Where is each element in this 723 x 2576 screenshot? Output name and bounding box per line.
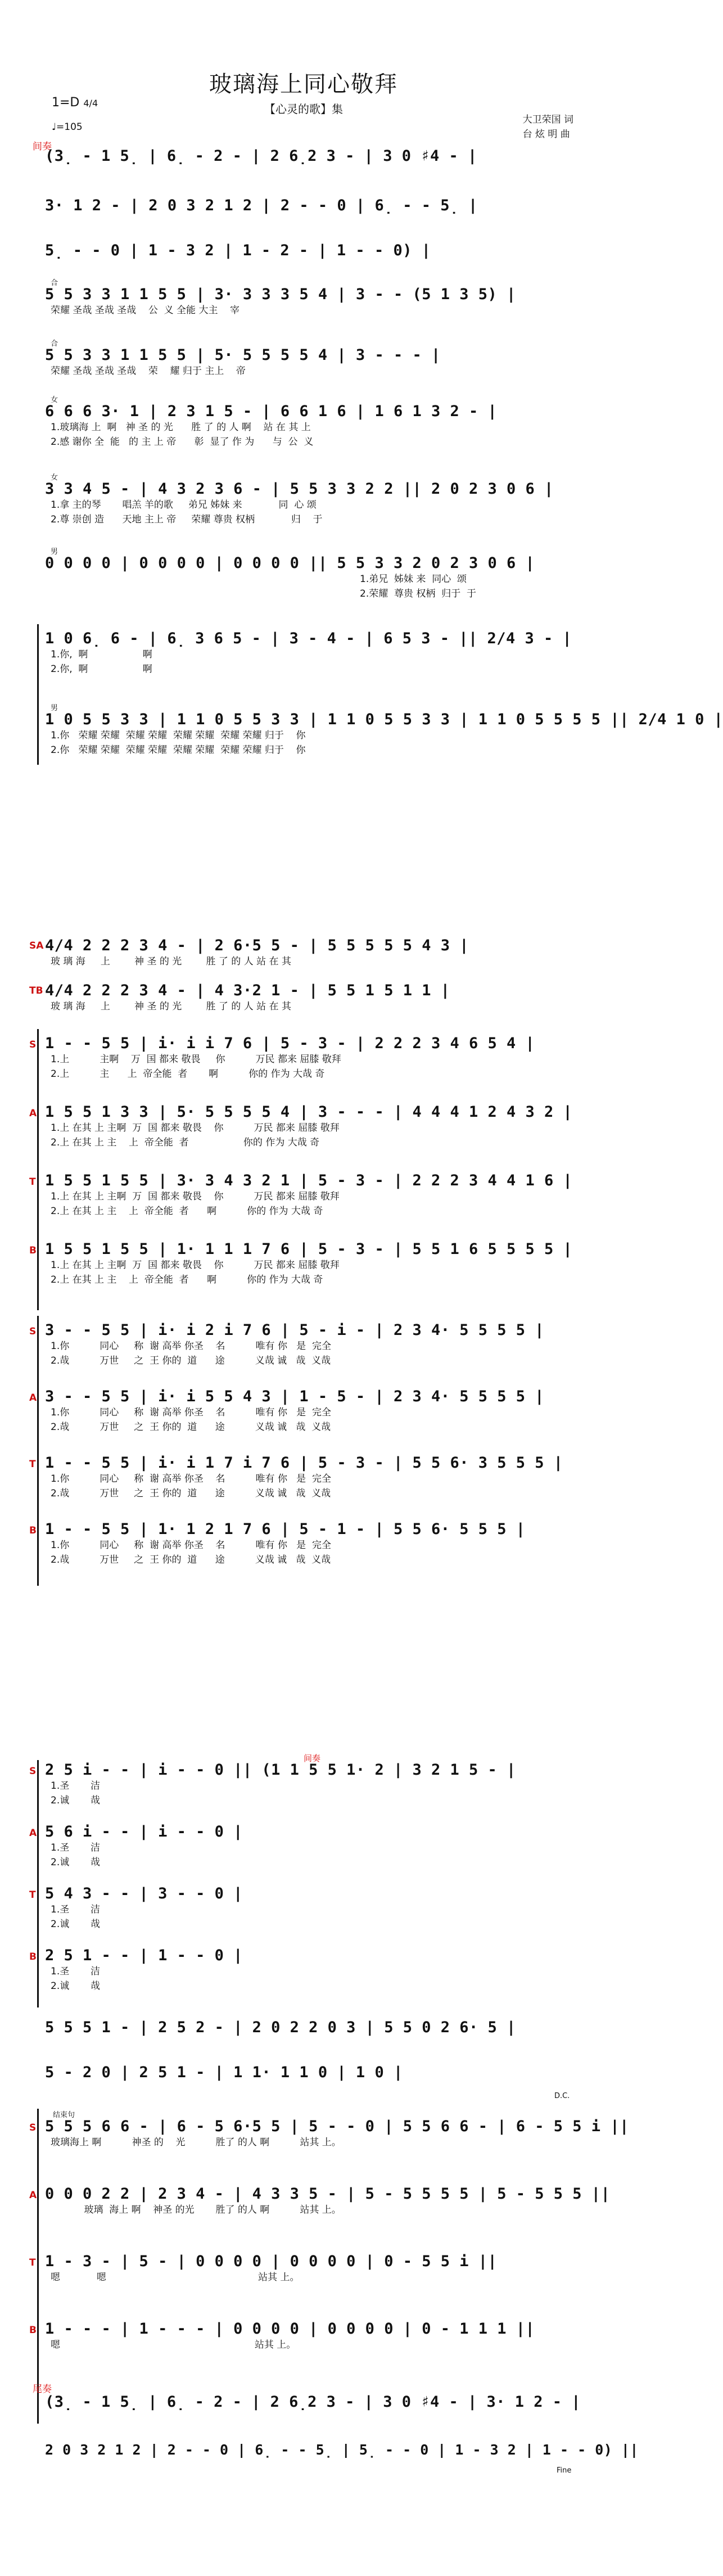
system-bracket (37, 1316, 39, 1586)
section-marker: 女 (51, 396, 58, 404)
score-system (45, 286, 568, 318)
lyric-line: 2.上 主 上 帝全能 者 啊 你的 作为 大哉 奇 (51, 1068, 325, 1080)
notation-line: 1 - - 5 5 | i· i i 7 6 | 5 - 3 - | 2 2 2 3 4 6 5 4 | (45, 1035, 535, 1052)
lyric-line: 2.哉 万世 之 王 你的 道 途 义哉 诚 哉 义哉 (51, 1554, 331, 1566)
lyric-line: 2.你 荣耀 荣耀 荣耀 荣耀 荣耀 荣耀 荣耀 荣耀 归于 你 (51, 745, 306, 756)
lyric-line: 1.上 在其 上 主啊 万 国 都来 敬畏 你 万民 都来 屈膝 敬拜 (51, 1122, 340, 1134)
score-system (45, 403, 568, 449)
part-label: S (29, 1039, 37, 1050)
notation-line: 1 - 3 - | 5 - | 0 0 0 0 | 0 0 0 0 | 0 - 5 5 i || (45, 2253, 498, 2270)
lyric-line: 2.哉 万世 之 王 你的 道 途 义哉 诚 哉 义哉 (51, 1422, 331, 1433)
notation-line: 5̣ - - 0 | 1 - 3 2 | 1 - 2 - | 1 - - 0) | (45, 242, 431, 259)
score-system (45, 2320, 568, 2352)
lyric-line: 玻璃 海上 啊 神圣 的光 胜了 的人 啊 站其 上。 (51, 2204, 341, 2216)
notation-line: 2 5 i - - | i - - 0 || (1 1 5 5 1· 2 | 3 2 1 5 - | (45, 1761, 516, 1779)
part-label: B (29, 1525, 37, 1536)
section-marker: 合 (51, 279, 58, 287)
lyric-line: 1.你 同心 称 谢 高举 你圣 名 唯有 你 是 完全 (51, 1341, 331, 1352)
lyric-line: 1.圣 洁 (51, 1904, 101, 1915)
song-title: 玻璃海上同心敬拜 (209, 71, 398, 97)
part-label: A (29, 1392, 37, 1404)
score-system (45, 1823, 568, 1870)
score-system (45, 1103, 573, 1150)
notation-line: 6 6 6 3· 1 | 2 3 1 5 - | 6 6 1 6 | 1 6 1 3 2 - | (45, 403, 498, 420)
system-bracket (37, 624, 39, 765)
lyric-line: 2.诚 哉 (51, 1919, 101, 1930)
page-3 (0, 1749, 639, 2570)
part-label: A (29, 1828, 37, 1839)
composer: 台 炫 明 曲 (522, 129, 570, 140)
score-system (45, 2393, 581, 2411)
lyric-line: 荣耀 圣哉 圣哉 圣哉 荣 耀 归于 主上 帝 (51, 366, 246, 377)
lyric-line: 玻 璃 海 上 神 圣 的 光 胜 了 的 人 站 在 其 (51, 956, 291, 967)
section-marker: 男 (51, 548, 58, 556)
part-label: B (29, 1951, 37, 1963)
lyric-line: 1.圣 洁 (51, 1780, 101, 1792)
interlude-label: 间奏 (304, 1753, 321, 1763)
section-marker: 合 (51, 340, 58, 348)
lyric-line: 1.圣 洁 (51, 1842, 101, 1853)
lyric-line: 1.你, 啊 啊 (51, 649, 152, 660)
lyric-line: 嗯 嗯 站其 上。 (51, 2272, 300, 2283)
score-system (45, 1761, 568, 1808)
lyric-line: 1.拿 主的琴 唱羔 羊的歌 弟兄 姊妹 来 同 心 颂 (51, 499, 317, 511)
score-system (45, 630, 572, 676)
lyric-line: 2.尊 崇创 造 天地 主上 帝 荣耀 尊贵 权柄 归 于 (51, 514, 323, 525)
lyric-line: 2.上 在其 上 主 上 帝全能 者 啊 你的 作为 大哉 奇 (51, 1274, 323, 1285)
collection-subtitle: 【心灵的歌】集 (264, 102, 343, 116)
notation-line: 1 0 6̣ 6 - | 6̣ 3 6 5 - | 3 - 4 - | 6 5 3 - || 2/4 3 - | (45, 630, 572, 647)
lyric-line: 2.诚 哉 (51, 1857, 101, 1868)
notation-line: 1 5 5 1 3 3 | 5· 5 5 5 5 4 | 3 - - - | 4 4 4 1 2 4 3 2 | (45, 1103, 573, 1121)
score-system (45, 480, 568, 527)
lyricist: 大卫荣国 词 (522, 114, 573, 125)
notation-line: 4/4 2 2 2 3 4 - | 2 6·5 5 - | 5 5 5 5 5 4 3 | (45, 937, 469, 954)
notation-line: 5 5 5 6 6 - | 6 - 5 6·5 5 | 5 - - 0 | 5 5 6 6 - | 6 - 5 5 i || (45, 2118, 629, 2135)
notation-line: 3 3 4 5 - | 4 3 2 3 6 - | 5 5 3 3 2 2 || 2 0 2 3 0 6 | (45, 480, 554, 498)
lyric-line: 荣耀 圣哉 圣哉 圣哉 公 义 全能 大主 宰 (51, 305, 240, 316)
score-system (45, 982, 568, 1014)
score-system (45, 554, 568, 601)
lyric-line: 1.你 同心 称 谢 高举 你圣 名 唯有 你 是 完全 (51, 1407, 331, 1418)
part-label: T (29, 1176, 36, 1188)
part-label: S (29, 1326, 37, 1337)
notation-line: 0 0 0 0 | 0 0 0 0 | 0 0 0 0 || 5 5 3 3 2 0 2 3 0 6 | (45, 554, 535, 572)
fine-marker: Fine (557, 2466, 572, 2475)
system-bracket (37, 2109, 39, 2424)
prelude-label: 间奏 (33, 141, 52, 152)
coda-label: 尾奏 (33, 2384, 52, 2395)
section-marker: 女 (51, 473, 58, 482)
lyric-line: 1.玻璃海 上 啊 神 圣 的 光 胜 了 的 人 啊 站 在 其 上 (51, 422, 311, 433)
lyric-line: 2.荣耀 尊贵 权柄 归于 于 (360, 588, 477, 599)
lyric-line: 2.上 在其 上 主 上 帝全能 者 你的 作为 大哉 奇 (51, 1137, 320, 1148)
notation-line: 1 - - 5 5 | 1· 1 2 1 7 6 | 5 - 1 - | 5 5 6· 5 5 5 | (45, 1521, 526, 1538)
lyric-line: 嗯 站其 上。 (51, 2339, 296, 2351)
lyric-line: 2.哉 万世 之 王 你的 道 途 义哉 诚 哉 义哉 (51, 1355, 331, 1366)
lyric-line: 1.上 在其 上 主啊 万 国 都来 敬畏 你 万民 都来 屈膝 敬拜 (51, 1191, 340, 1202)
section-marker: 男 (51, 704, 58, 712)
lyric-line: 玻璃海上 啊 神圣 的 光 胜了 的人 啊 站其 上。 (51, 2137, 341, 2148)
page-2 (0, 922, 607, 1566)
notation-line: 5 5 3 3 1 1 5 5 | 5· 5 5 5 5 4 | 3 - - - | (45, 346, 441, 364)
lyric-line: 2.感 谢你 全 能 的 主 上 帝 彰 显了 作 为 与 公 义 (51, 436, 314, 448)
notation-line: 3 - - 5 5 | i· i 5 5 4 3 | 1 - 5 - | 2 3 4· 5 5 5 5 | (45, 1388, 545, 1405)
part-label: B (29, 1245, 37, 1256)
notation-line: 1 5 5 1 5 5 | 3· 3 4 3 2 1 | 5 - 3 - | 2 2 2 3 4 4 1 6 | (45, 1172, 573, 1189)
lyric-line: 1.圣 洁 (51, 1966, 101, 1977)
lyric-line: 1.上 主啊 万 国 都来 敬畏 你 万民 都来 屈膝 敬拜 (51, 1054, 341, 1065)
lyric-line: 1.上 在其 上 主啊 万 国 都来 敬畏 你 万民 都来 屈膝 敬拜 (51, 1260, 340, 1271)
notation-line: 1 5 5 1 5 5 | 1· 1 1 1 7 6 | 5 - 3 - | 5 5 1 6 5 5 5 5 | (45, 1240, 573, 1258)
lyric-line: 2.哉 万世 之 王 你的 道 途 义哉 诚 哉 义哉 (51, 1488, 331, 1499)
lyric-line: 2.诚 哉 (51, 1795, 101, 1806)
notation-line: 1 0 5 5 3 3 | 1 1 0 5 5 3 3 | 1 1 0 5 5 3 3 | 1 1 0 5 5 5 5 || 2/4 1 0 | (45, 711, 723, 728)
score-system (45, 2185, 611, 2217)
notation-line: 5 - 2 0 | 2 5 1 - | 1 1· 1 1 0 | 1 0 | (45, 2064, 403, 2081)
score-system (45, 2442, 639, 2458)
lyric-line: 2.你, 啊 啊 (51, 664, 152, 675)
notation-line: 1 - - - | 1 - - - | 0 0 0 0 | 0 0 0 0 | 0 - 1 1 1 || (45, 2320, 535, 2338)
score-system (45, 147, 568, 165)
score-system (45, 1035, 568, 1081)
notation-line: 0 0 0 2 2 | 2 3 4 - | 4 3 3 5 - | 5 - 5 5 5 5 | 5 - 5 5 5 || (45, 2185, 611, 2203)
part-label: B (29, 2325, 37, 2336)
notation-line: 2 5 1 - - | 1 - - 0 | (45, 1947, 243, 1964)
score-system (45, 1321, 568, 1368)
lyric-line: 玻 璃 海 上 神 圣 的 光 胜 了 的 人 站 在 其 (51, 1001, 291, 1012)
page-1 (0, 0, 723, 798)
lyric-line: 2.诚 哉 (51, 1981, 101, 1992)
score-system (45, 1454, 568, 1501)
notation-line: 5 6 i - - | i - - 0 | (45, 1823, 243, 1840)
time-signature: 4/4 (83, 98, 98, 109)
lyric-line: 1.你 同心 称 谢 高举 你圣 名 唯有 你 是 完全 (51, 1473, 331, 1485)
lyric-line: 1.你 荣耀 荣耀 荣耀 荣耀 荣耀 荣耀 荣耀 荣耀 归于 你 (51, 730, 306, 741)
score-system (45, 937, 568, 969)
score-system (45, 1885, 568, 1932)
key-label: 1=D (52, 96, 80, 110)
system-bracket (37, 1029, 39, 1310)
score-system (45, 1388, 568, 1434)
notation-line: 5 5 3 3 1 1 5 5 | 3· 3 3 3 5 4 | 3 - - (5 1 3 5) | (45, 286, 516, 303)
score-system (45, 242, 568, 259)
notation-line: (3̣ - 1 5̣ | 6̣ - 2 - | 2 6̣2 3 - | 3 0 ♯4 - | 3· 1 2 - | (45, 2393, 581, 2411)
credits (523, 112, 573, 142)
system-bracket (37, 1760, 39, 2007)
score-system (45, 197, 568, 214)
score-system (45, 1947, 568, 1993)
score-system (45, 2118, 629, 2150)
lyric-line: 2.上 在其 上 主 上 帝全能 者 啊 你的 作为 大哉 奇 (51, 1206, 323, 1217)
notation-line: 3· 1 2 - | 2 0 3 2 1 2 | 2 - - 0 | 6̣ - - 5̣ | (45, 197, 478, 214)
part-label: TB (29, 985, 43, 996)
score-system (45, 346, 568, 378)
section-marker: 结束句 (53, 2111, 75, 2119)
notation-line: (3̣ - 1 5̣ | 6̣ - 2 - | 2 6̣2 3 - | 3 0 ♯4 - | (45, 147, 477, 165)
notation-line: 5 5 5 1 - | 2 5 2 - | 2 0 2 2 0 3 | 5 5 0 2 6· 5 | (45, 2019, 516, 2036)
part-label: T (29, 2257, 36, 2268)
notation-line: 2 0 3 2 1 2 | 2 - - 0 | 6̣ - - 5̣ | 5̣ - - 0 | 1 - 3 2 | 1 - - 0) || (45, 2442, 639, 2458)
tempo-marking: ♩=105 (52, 121, 83, 133)
score-system (45, 2064, 568, 2081)
part-label: A (29, 1108, 37, 1119)
score-system (45, 1521, 568, 1567)
score-system (45, 1172, 573, 1219)
part-label: S (29, 1766, 37, 1777)
score-system (45, 1240, 573, 1287)
score-system (45, 2019, 568, 2036)
lyric-line: 1.弟兄 姊妹 来 同心 颂 (360, 574, 467, 585)
dc-marker: D.C. (554, 2092, 570, 2100)
score-system (45, 2253, 568, 2285)
score-system (45, 711, 723, 757)
part-label: T (29, 1889, 36, 1901)
part-label: T (29, 1459, 36, 1470)
notation-line: 5 4 3 - - | 3 - - 0 | (45, 1885, 243, 1902)
notation-line: 1 - - 5 5 | i· i 1 7 i 7 6 | 5 - 3 - | 5 5 6· 3 5 5 5 | (45, 1454, 563, 1472)
key-signature (52, 96, 98, 110)
lyric-line: 1.你 同心 称 谢 高举 你圣 名 唯有 你 是 完全 (51, 1540, 331, 1551)
part-label: S (29, 2122, 37, 2133)
part-label: A (29, 2190, 37, 2201)
part-label: SA (29, 940, 44, 951)
notation-line: 4/4 2 2 2 3 4 - | 4 3·2 1 - | 5 5 1 5 1 1 | (45, 982, 450, 999)
notation-line: 3 - - 5 5 | i· i 2 i 7 6 | 5 - i - | 2 3 4· 5 5 5 5 | (45, 1321, 545, 1339)
